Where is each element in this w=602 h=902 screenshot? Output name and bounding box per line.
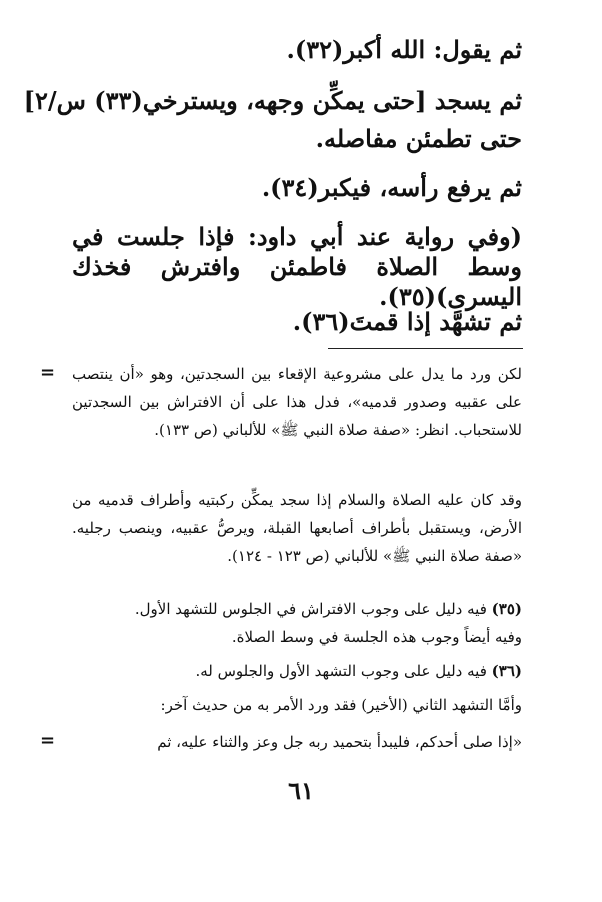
main-line-4: ثم يرفع رأسه، فيكبر(٣٤). xyxy=(261,173,522,202)
footnote-divider xyxy=(328,348,523,349)
continuation-mark-bottom: = xyxy=(40,730,56,751)
footnote-36-quote: «إذا صلى أحدكم، فليبدأ بتحميد ربه جل وعز والثناء عليه، ثم xyxy=(157,733,522,751)
main-paragraph-5: (وفي رواية عند أبي داود: فإذا جلست في وسط الصلاة فاطمئن وافترش فخذك اليسرى)(٣٥). xyxy=(72,222,522,311)
footnote-36-number: (٣٦) xyxy=(491,662,522,680)
footnote-35-continuation: وفيه أيضاً وجوب هذه الجلسة في وسط الصلاة. xyxy=(231,628,522,646)
main-line-3: حتى تطمئن مفاصله. xyxy=(315,124,522,153)
main-line-6: ثم تشهَّد إذا قمتَ(٣٦). xyxy=(292,307,522,336)
main-line-1: ثم يقول: الله أكبر(٣٢). xyxy=(286,35,522,64)
footnote-35-text: فيه دليل على وجوب الافتراش في الجلوس للتشهد الأول. xyxy=(134,600,487,618)
footnote-paragraph-1: لكن ورد ما يدل على مشروعية الإقعاء بين السجدتين، وهو «أن ينتصب على عقبيه وصدور قدميه»، فدل هذا على أن الافتراش بين السجدتين للاستحباب. انظر: «صفة صلاة النبي ﷺ» للألباني (ص ١٣٣). xyxy=(72,365,522,439)
footnote-35-number: (٣٥) xyxy=(491,600,522,618)
footnote-35 xyxy=(72,595,522,623)
footnote-36-continuation: وأمَّا التشهد الثاني (الأخير) فقد ورد الأمر به من حديث آخر: xyxy=(160,696,522,714)
page-number: ٦١ xyxy=(288,776,314,805)
footnote-paragraph-2: وقد كان عليه الصلاة والسلام إذا سجد يمكِّن ركبتيه وأطراف قدميه من الأرض، ويستقبل بأطراف أصابعها القبلة، ويرصُّ عقبيه، وينصب رجليه. «صفة صلاة النبي ﷺ» للألباني (ص ١٢٣ - ١٢٤). xyxy=(72,491,522,565)
footnote-36 xyxy=(72,657,522,685)
footnote-36-text: فيه دليل على وجوب التشهد الأول والجلوس له. xyxy=(195,662,487,680)
main-line-2: ثم يسجد [حتى يمكِّن وجهه، ويسترخي(٣٣) س/٢] xyxy=(23,86,522,115)
continuation-mark-top: = xyxy=(40,362,56,383)
